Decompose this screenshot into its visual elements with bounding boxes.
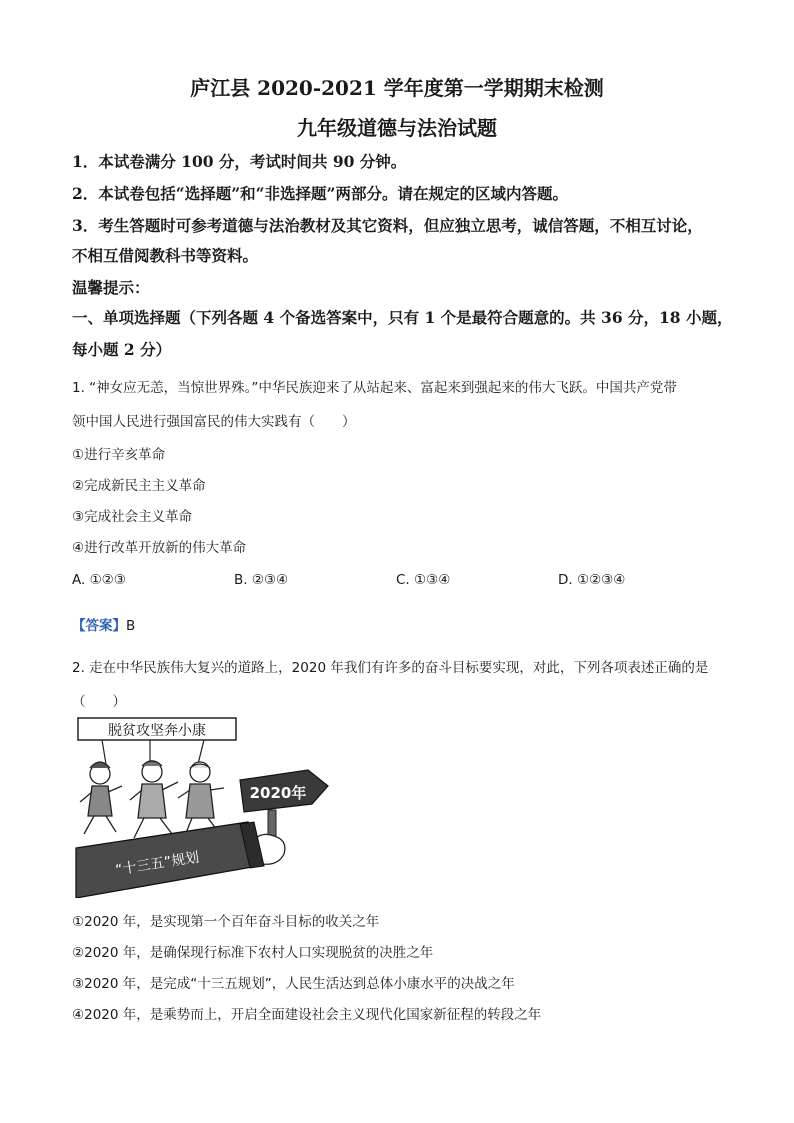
q1-item-3: ③完成社会主义革命 xyxy=(72,509,193,525)
q1-option-d: D. ①②③④ xyxy=(558,572,626,588)
exam-title: 庐江县 2020-2021 学年度第一学期期末检测 xyxy=(190,76,604,100)
section-heading: 一、单项选择题（下列各题 4 个备选答案中，只有 1 个是最符合题意的。共 36 分，18 小题， xyxy=(72,308,733,327)
instruction-2: 2．本试卷包括“选择题”和“非选择题”两部分。请在规定的区域内答题。 xyxy=(72,184,568,203)
instruction-3: 3．考生答题时可参考道德与法治教材及其它资料，但应独立思考，诚信答题，不相互讨论， xyxy=(72,216,703,235)
q2-stem: 2. 走在中华民族伟大复兴的道路上，2020 年我们有许多的奋斗目标要实现，对此，下列各项表述正确的是 xyxy=(72,660,709,676)
instruction-3-cont: 不相互借阅教科书等资料。 xyxy=(72,246,259,265)
warm-tip: 温馨提示： xyxy=(72,278,150,297)
q1-item-4: ④进行改革开放新的伟大革命 xyxy=(72,540,247,556)
q1-option-a: A. ①②③ xyxy=(72,572,126,588)
q1-stem-cont: 领中国人民进行强国富民的伟大实践有（ ） xyxy=(72,414,356,430)
q2-item-1: ①2020 年，是实现第一个百年奋斗目标的收关之年 xyxy=(72,914,380,930)
year-sign-text: 2020年 xyxy=(249,784,307,802)
q2-stem-cont: （ ） xyxy=(72,694,126,710)
cartoon-illustration xyxy=(72,716,334,898)
q1-stem: 1. “神女应无恙，当惊世界殊。”中华民族迎来了从站起来、富起来到强起来的伟大飞跃。中国共产党带 xyxy=(72,380,677,396)
q2-item-4: ④2020 年，是乘势而上，开启全面建设社会主义现代化国家新征程的转段之年 xyxy=(72,1007,542,1023)
exam-subtitle: 九年级道德与法治试题 xyxy=(297,116,497,140)
q1-option-b: B. ②③④ xyxy=(234,572,289,588)
section-heading-cont: 每小题 2 分） xyxy=(72,340,172,359)
banner-text: 脱贫攻坚奔小康 xyxy=(108,723,206,739)
q1-item-2: ②完成新民主主义革命 xyxy=(72,478,206,494)
q1-item-1: ①进行辛亥革命 xyxy=(72,447,166,463)
sleeve-text: “十三五”规划 xyxy=(114,849,201,879)
q1-answer xyxy=(72,614,135,634)
sleeve-arm xyxy=(76,822,264,898)
q2-item-2: ②2020 年，是确保现行标准下农村人口实现脱贫的决胜之年 xyxy=(72,945,434,961)
q2-item-3: ③2020 年，是完成“十三五规划”，人民生活达到总体小康水平的决战之年 xyxy=(72,976,515,992)
answer-value: B xyxy=(126,618,136,634)
runner-figure-1 xyxy=(80,762,122,834)
instruction-1: 1．本试卷满分 100 分，考试时间共 90 分钟。 xyxy=(72,152,407,171)
runner-figure-2 xyxy=(130,761,178,838)
q1-option-c: C. ①③④ xyxy=(396,572,451,588)
answer-tag: 【答案】 xyxy=(72,618,126,634)
